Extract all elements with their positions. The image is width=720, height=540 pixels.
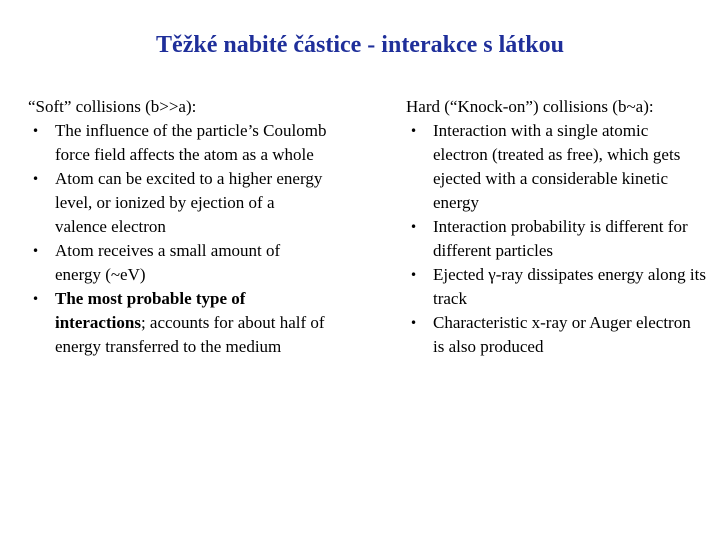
list-item [406, 311, 706, 359]
bullet-icon: • [410, 316, 418, 330]
soft-collisions-column [28, 95, 328, 359]
bullet-bold-text: The most probable type of interactions [55, 289, 246, 332]
list-item [28, 167, 328, 239]
list-item [406, 119, 706, 215]
soft-collisions-heading: “Soft” collisions (b>>a): [28, 97, 197, 116]
list-item [406, 263, 706, 311]
bullet-text: Characteristic x-ray or Auger electron is also produced [433, 313, 691, 356]
bullet-icon: • [32, 172, 40, 186]
list-item [28, 119, 328, 167]
slide-title: Těžké nabité částice - interakce s látkou [156, 32, 564, 58]
bullet-icon: • [32, 124, 40, 138]
bullet-text: Interaction probability is different for different particles [433, 217, 688, 260]
bullet-icon: • [410, 220, 418, 234]
bullet-text: Interaction with a single atomic electron (treated as free), which gets ejected with a considerable kinetic energy [433, 121, 681, 212]
hard-collisions-heading: Hard (“Knock-on”) collisions (b~a): [406, 97, 654, 116]
bullet-icon: • [410, 268, 418, 282]
list-item [28, 239, 328, 287]
hard-collisions-column [406, 95, 706, 359]
bullet-icon: • [32, 244, 40, 258]
bullet-icon: • [32, 292, 40, 306]
bullet-text: Atom receives a small amount of energy (~eV) [55, 241, 281, 284]
bullet-text: Ejected γ-ray dissipates energy along its track [433, 265, 706, 308]
list-item [28, 287, 328, 359]
soft-collisions-list [28, 119, 328, 359]
bullet-text: The influence of the particle’s Coulomb force field affects the atom as a whole [55, 121, 327, 164]
bullet-text: ; accounts for about half of energy transferred to the medium [55, 313, 325, 356]
hard-collisions-list [406, 119, 706, 359]
list-item [406, 215, 706, 263]
bullet-text: Atom can be excited to a higher energy level, or ionized by ejection of a valence electron [55, 169, 323, 236]
bullet-icon: • [410, 124, 418, 138]
